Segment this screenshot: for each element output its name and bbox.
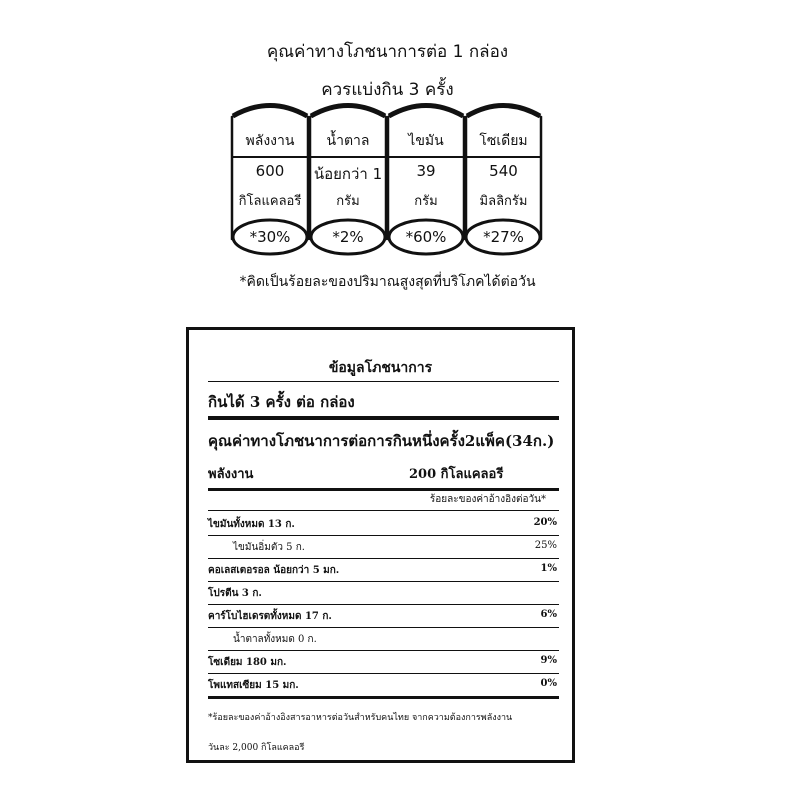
per-serving-heading: คุณค่าทางโภชนาการต่อการกินหนึ่งครั้ง2แพ็ค(34ก.) [208,432,555,450]
row-sodium-percent: 9% [540,655,557,666]
row-cholesterol-label: คอเลสเตอรอล น้อยกว่า 5 มก. [208,565,340,576]
row-cholesterol-percent: 1% [540,563,557,574]
gda-fat-amount: 39 [416,162,436,180]
thick-divider [208,488,559,491]
divider [208,581,559,582]
gda-sodium-name: โซเดียม [479,133,528,149]
gda-sugar-name: น้ำตาล [326,133,370,149]
divider [208,381,559,382]
row-sodium-label: โซเดียม 180 มก. [208,657,287,668]
row-saturated-fat-label: ไขมันอิ่มตัว 5 ก. [233,542,305,553]
divider [208,558,559,559]
thick-divider [208,696,559,699]
row-total-fat-label: ไขมันทั้งหมด 13 ก. [208,519,295,530]
gda-fat-percent: *60% [405,228,447,246]
gda-serving-advice: ควรแบ่งกิน 3 ครั้ง [321,80,454,100]
gda-sodium-unit: มิลลิกรัม [479,194,528,209]
divider [208,627,559,628]
row-sugar-label: น้ำตาลทั้งหมด 0 ก. [233,634,317,645]
gda-sugar-amount: น้อยกว่า 1 [313,165,383,183]
row-protein-label: โปรตีน 3 ก. [208,588,262,599]
daily-value-header: ร้อยละของค่าอ้างอิงต่อวัน* [429,494,546,505]
footnote-line-2: วันละ 2,000 กิโลแคลอรี [208,743,305,753]
panel-title: ข้อมูลโภชนาการ [328,360,433,376]
gda-energy-unit: กิโลแคลอรี [238,194,302,209]
gda-footnote: *คิดเป็นร้อยละของปริมาณสูงสุดที่บริโภคได้ต่อวัน [239,274,536,290]
row-potassium-label: โพแทสเซียม 15 มก. [208,680,299,691]
nutrition-facts-panel [186,327,575,763]
gda-sugar-unit: กรัม [336,194,360,209]
energy-label: พลังงาน [208,467,254,482]
servings-per-box: กินได้ 3 ครั้ง ต่อ กล่อง [208,393,355,411]
divider [208,650,559,651]
gda-label [0,0,800,300]
gda-title: คุณค่าทางโภชนาการต่อ 1 กล่อง [266,42,509,62]
row-saturated-fat-percent: 25% [534,540,557,551]
row-potassium-percent: 0% [540,678,557,689]
gda-sodium-percent: *27% [483,228,524,246]
gda-fat-name: ไขมัน [408,133,444,149]
divider [208,535,559,536]
energy-value: 200 กิโลแคลอรี [409,467,504,482]
gda-fat-unit: กรัม [414,194,438,209]
gda-energy-percent: *30% [249,228,291,246]
divider [208,673,559,674]
footnote-line-1: *ร้อยละของค่าอ้างอิงสารอาหารต่อวันสำหรับคนไทย จากความต้องการพลังงาน [208,713,513,723]
thick-divider [208,416,559,420]
row-carbohydrate-label: คาร์โบไฮเดรตทั้งหมด 17 ก. [208,611,332,622]
gda-sodium-amount: 540 [489,162,518,180]
divider [208,510,559,511]
gda-sugar-percent: *2% [332,228,364,246]
gda-energy-name: พลังงาน [245,133,295,149]
row-carbohydrate-percent: 6% [540,609,557,620]
gda-energy-amount: 600 [255,162,285,180]
divider [208,604,559,605]
row-total-fat-percent: 20% [533,517,557,528]
